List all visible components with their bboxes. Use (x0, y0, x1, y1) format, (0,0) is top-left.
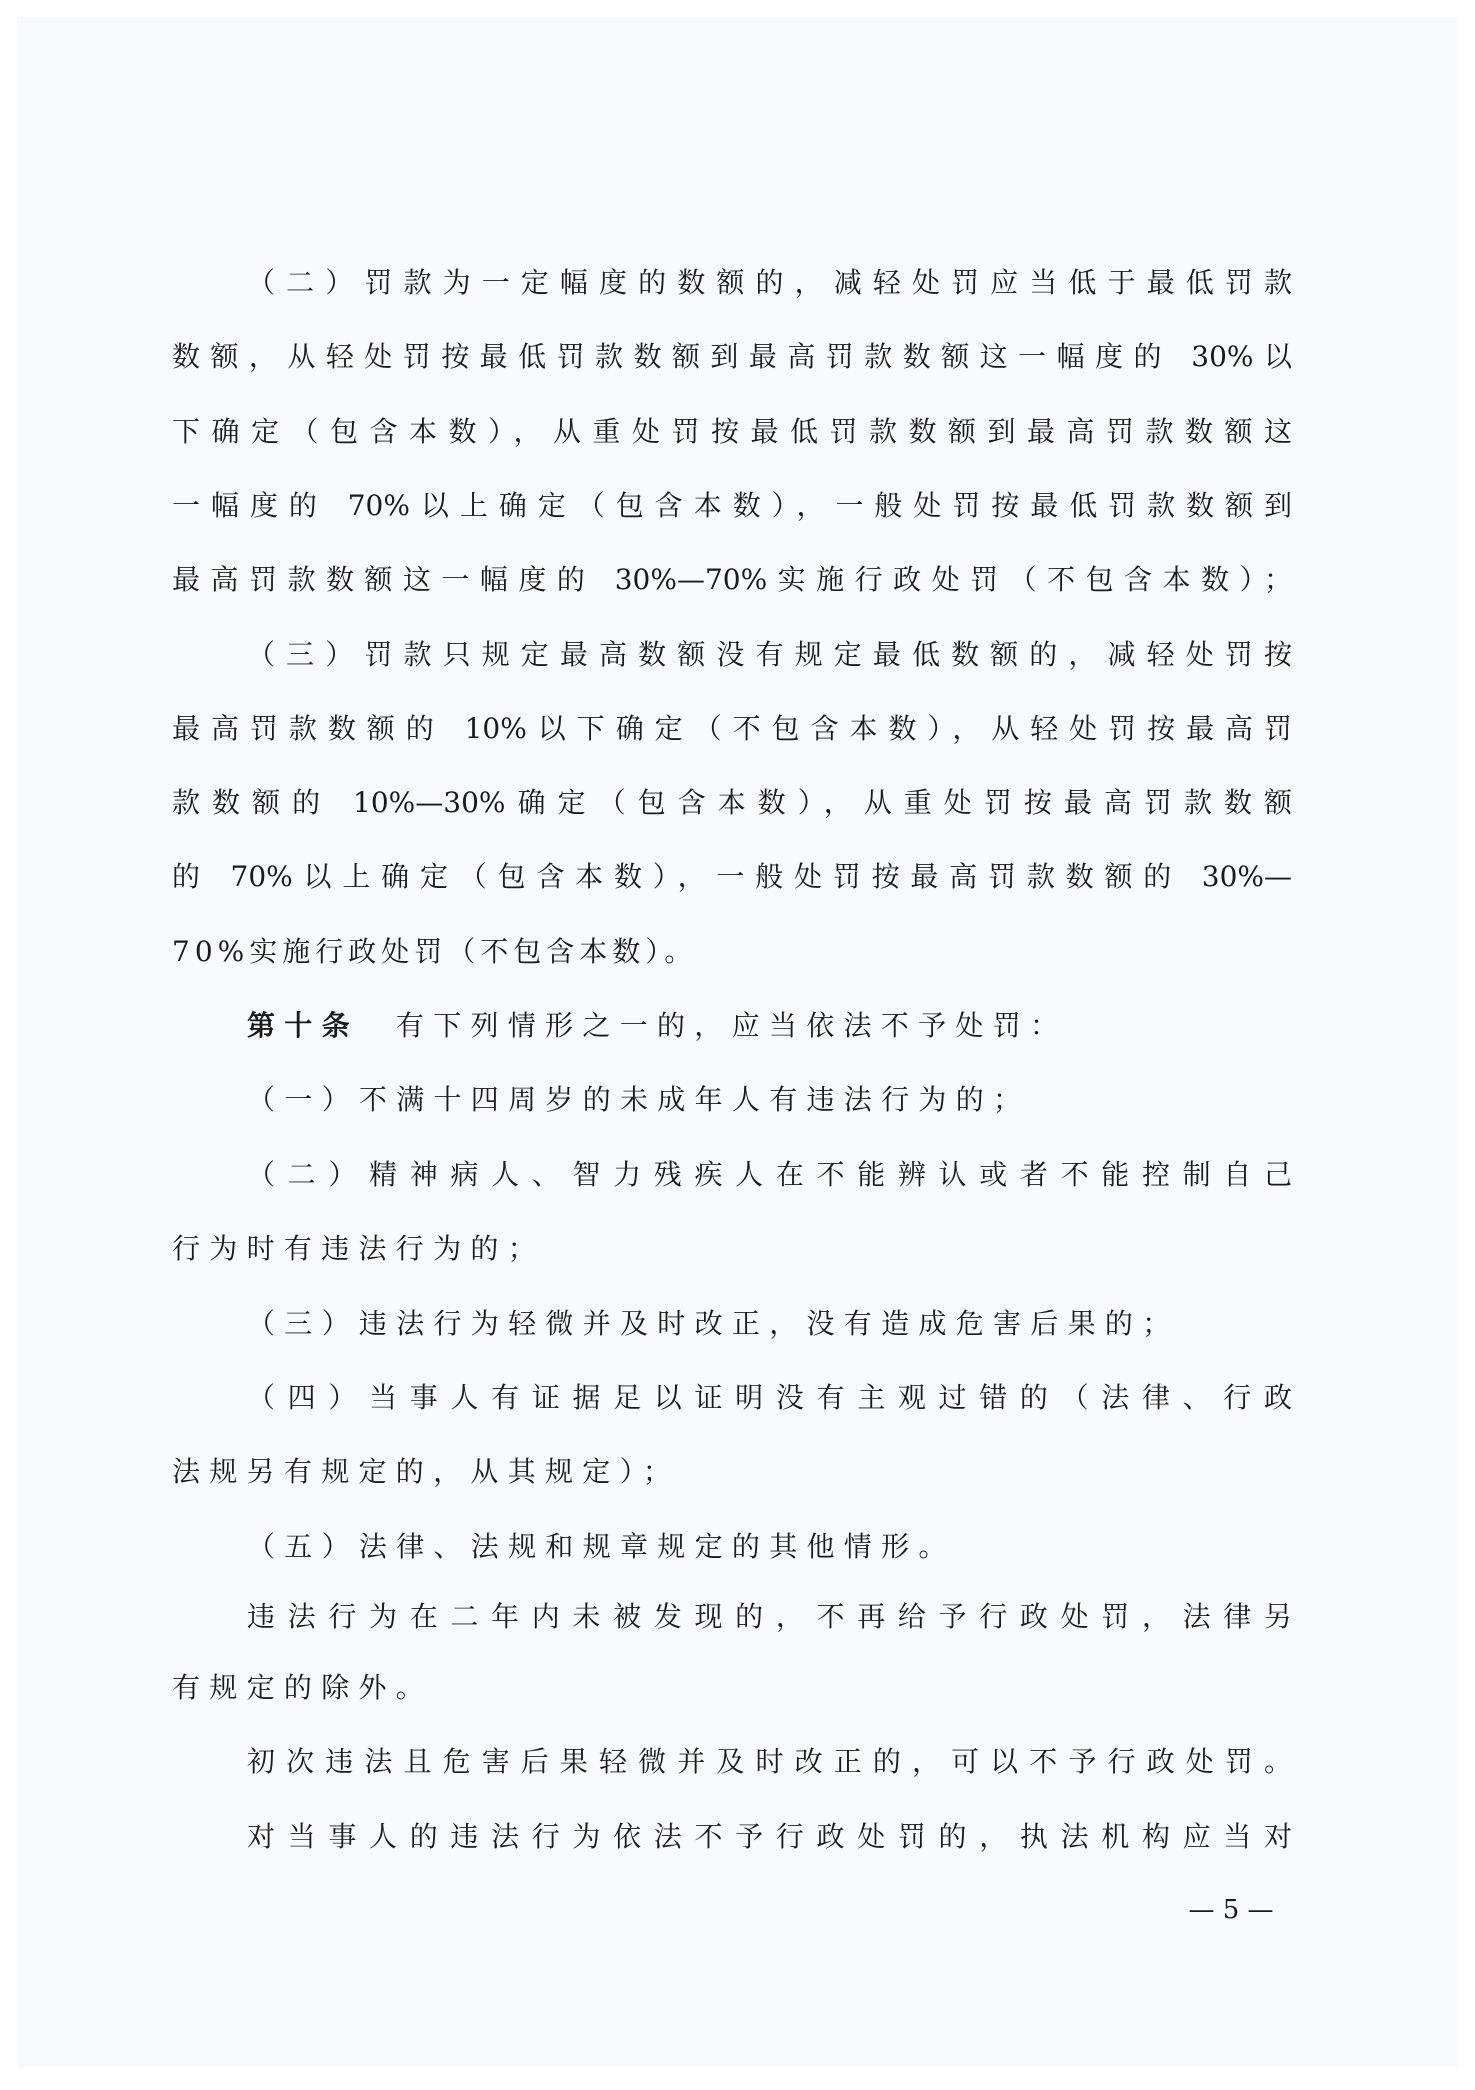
paragraph-line: 对当事人的违法行为依法不予行政处罚的，执法机构应当对 (247, 1820, 1292, 1853)
list-item: （一）不满十四周岁的未成年人有违法行为的； (247, 1083, 1031, 1116)
paragraph-line: 违法行为在二年内未被发现的，不再给予行政处罚，法律另 (247, 1600, 1292, 1633)
list-item: （二）精神病人、智力残疾人在不能辨认或者不能控制自己 (247, 1158, 1292, 1191)
paragraph-line: 款数额的 10%—30%确定（包含本数），从重处罚按最高罚款数额 (172, 786, 1292, 819)
paragraph-line: 数额，从轻处罚按最低罚款数额到最高罚款数额这一幅度的 30%以 (172, 340, 1292, 373)
paragraph-line: 一幅度的 70%以上确定（包含本数），一般处罚按最低罚款数额到 (172, 489, 1292, 522)
list-item: （四）当事人有证据足以证明没有主观过错的（法律、行政 (247, 1381, 1292, 1414)
list-item: （三）违法行为轻微并及时改正，没有造成危害后果的； (247, 1307, 1180, 1340)
list-item-continuation: 法规另有规定的，从其规定）； (172, 1455, 681, 1488)
paragraph-line: 初次违法且危害后果轻微并及时改正的，可以不予行政处罚。 (247, 1745, 1292, 1778)
paragraph-line: 有规定的除外。 (172, 1671, 434, 1704)
paragraph-line: 70%实施行政处罚（不包含本数）。 (172, 935, 698, 968)
paragraph-line: （三）罚款只规定最高数额没有规定最低数额的，减轻处罚按 (247, 638, 1292, 671)
paragraph-line: （二）罚款为一定幅度的数额的，减轻处罚应当低于最低罚款 (247, 266, 1292, 299)
paragraph-line: 的 70%以上确定（包含本数），一般处罚按最高罚款数额的 30%— (172, 860, 1292, 893)
article-heading: 第十条 (247, 1009, 359, 1042)
paragraph-line: 最高罚款数额这一幅度的 30%—70%实施行政处罚（不包含本数）； (172, 563, 1292, 596)
paragraph-line: 最高罚款数额的 10%以下确定（不包含本数），从轻处罚按最高罚 (172, 712, 1292, 745)
article-line (247, 1006, 1067, 1046)
page-number: — 5 — (1188, 1895, 1274, 1925)
article-intro: 有下列情形之一的，应当依法不予处罚： (395, 1009, 1068, 1042)
list-item-continuation: 行为时有违法行为的； (172, 1232, 546, 1265)
list-item: （五）法律、法规和规章规定的其他情形。 (247, 1530, 956, 1563)
paragraph-line: 下确定（包含本数），从重处罚按最低罚款数额到最高罚款数额这 (172, 415, 1292, 448)
